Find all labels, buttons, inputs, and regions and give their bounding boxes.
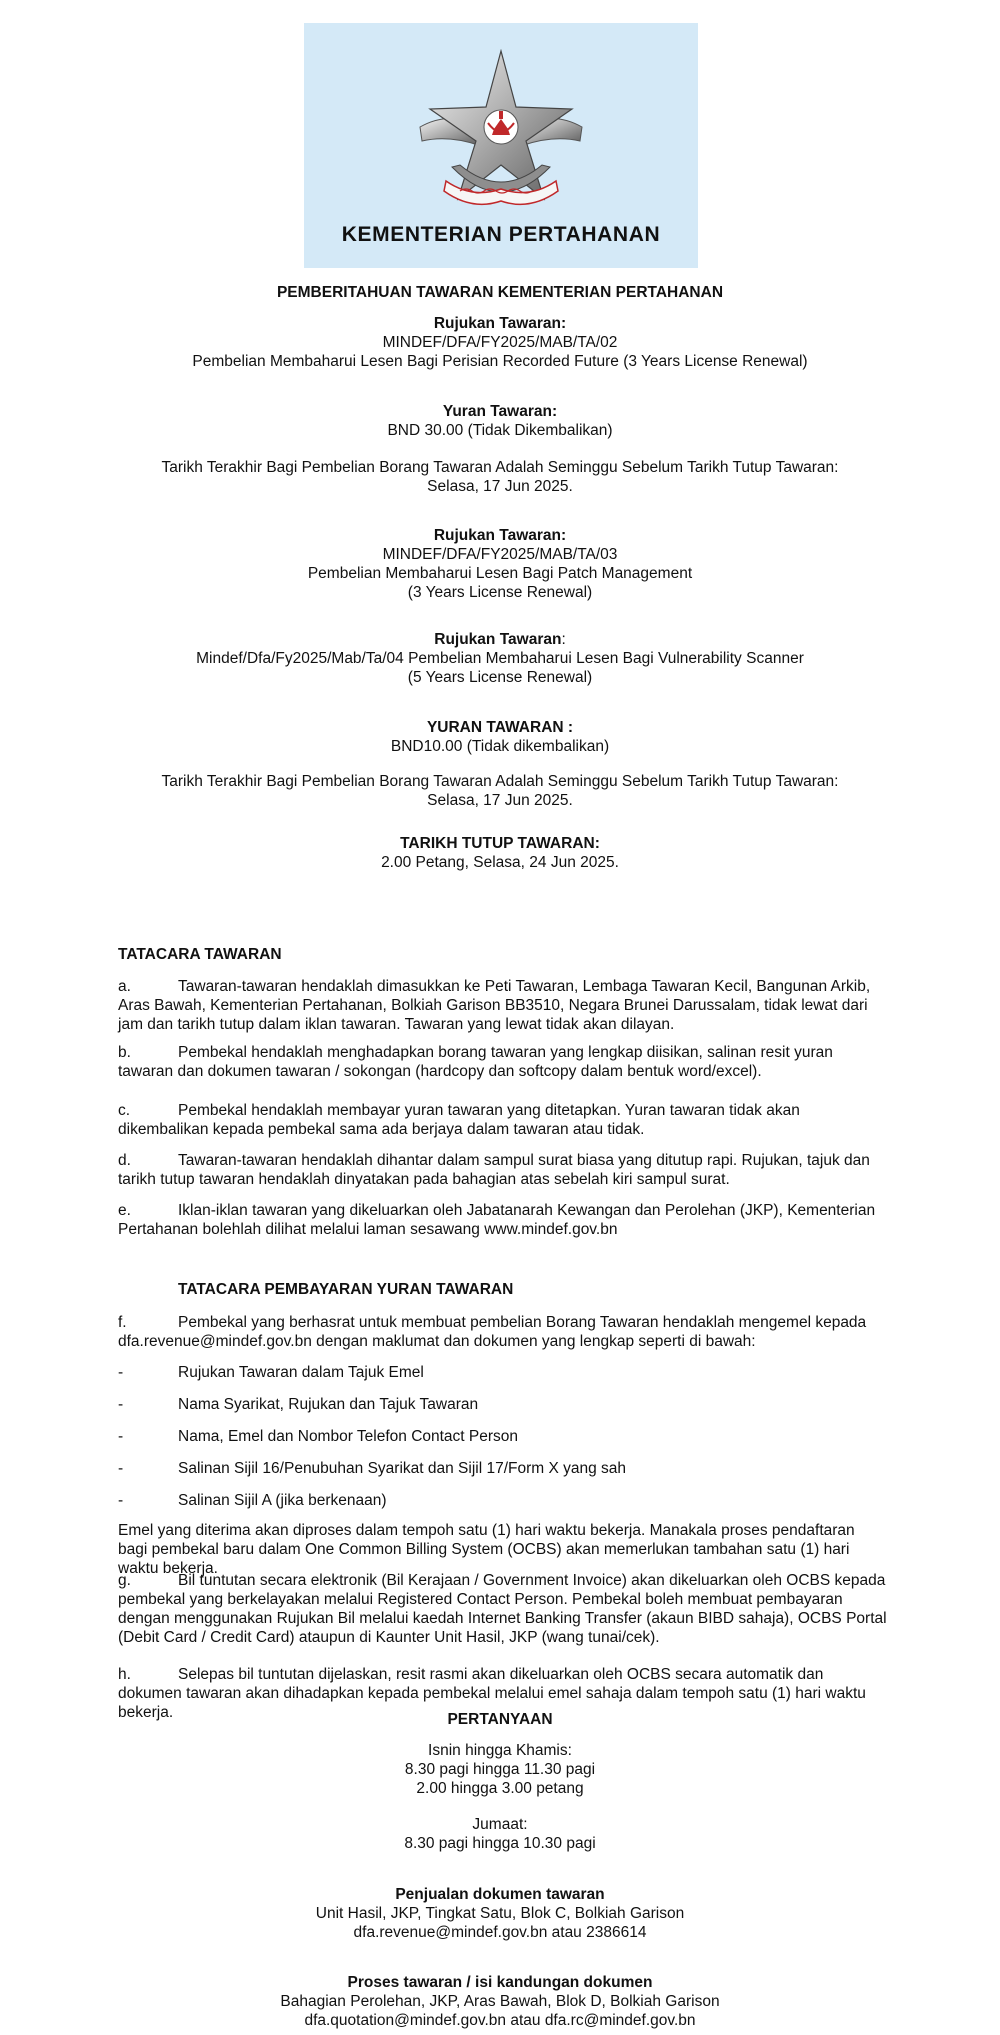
tender3-ref-label: Rujukan Tawaran: [434, 631, 562, 648]
tender3-ref-colon: :: [561, 631, 566, 648]
process-address: Bahagian Perolehan, JKP, Aras Bawah, Blok D, Bolkiah Garison: [280, 1993, 720, 2010]
list-dash: -: [118, 1460, 124, 1477]
closing-label: TARIKH TUTUP TAWARAN:: [400, 835, 600, 852]
list-text: Rujukan Tawaran dalam Tajuk Emel: [178, 1364, 424, 1381]
tender1-desc: Pembelian Membaharui Lesen Bagi Perisian Recorded Future (3 Years License Renewal): [192, 353, 808, 370]
procedure-item-d: [118, 1151, 888, 1189]
procedure-heading: TATACARA TAWARAN: [118, 946, 282, 963]
tender3-deadline-date: Selasa, 17 Jun 2025.: [427, 792, 573, 809]
tender1-fee: BND 30.00 (Tidak Dikembalikan): [387, 422, 613, 439]
payment-list-item: [118, 1491, 888, 1510]
notice-title: PEMBERITAHUAN TAWARAN KEMENTERIAN PERTAHANAN: [276, 284, 724, 301]
tender1-fee-label: Yuran Tawaran:: [442, 403, 558, 420]
tender2-desc2: (3 Years License Renewal): [407, 584, 593, 601]
list-dash: -: [118, 1396, 124, 1413]
payment-note: Emel yang diterima akan diproses dalam tempoh satu (1) hari waktu bekerja. Manakala proses pendaftaran bagi pembekal baru dalam One Common Billing System (OCBS) akan memerlukan tambahan satu (1) hari waktu bekerja.: [118, 1522, 855, 1577]
enquiries-weekday-label: Isnin hingga Khamis:: [428, 1742, 572, 1759]
tender3-fee-label: YURAN TAWARAN :: [426, 719, 574, 736]
ministry-header: [304, 23, 698, 268]
process-contact: dfa.quotation@mindef.gov.bn atau dfa.rc@mindef.gov.bn: [304, 2012, 696, 2029]
item-label: g.: [118, 1572, 131, 1589]
payment-list-item: [118, 1459, 888, 1478]
item-text: Pembekal yang berhasrat untuk membuat pembelian Borang Tawaran hendaklah mengemel kepada dfa.revenue@mindef.gov.bn dengan maklumat dan dokumen yang lengkap seperti di bawah:: [118, 1314, 867, 1350]
tender1-deadline-text: Tarikh Terakhir Bagi Pembelian Borang Tawaran Adalah Seminggu Sebelum Tarikh Tutup Tawaran:: [161, 459, 839, 476]
payment-list-item: [118, 1427, 888, 1446]
tender2-desc: Pembelian Membaharui Lesen Bagi Patch Management: [307, 565, 693, 582]
sales-heading: Penjualan dokumen tawaran: [395, 1886, 605, 1903]
list-text: Nama, Emel dan Nombor Telefon Contact Person: [178, 1428, 519, 1445]
tender3-ref-heading: [100, 630, 900, 649]
enquiries-weekday-2: 2.00 hingga 3.00 petang: [416, 1780, 584, 1797]
procedure-item-c: [118, 1101, 888, 1139]
enquiries-friday-1: 8.30 pagi hingga 10.30 pagi: [404, 1835, 596, 1852]
tender2-ref-no: MINDEF/DFA/FY2025/MAB/TA/03: [382, 546, 618, 563]
item-label: f.: [118, 1314, 127, 1331]
list-text: Salinan Sijil A (jika berkenaan): [178, 1492, 387, 1509]
process-heading: Proses tawaran / isi kandungan dokumen: [347, 1974, 653, 1991]
enquiries-heading: PERTANYAAN: [447, 1711, 553, 1728]
sales-contact: dfa.revenue@mindef.gov.bn atau 2386614: [353, 1924, 647, 1941]
payment-list-item: [118, 1395, 888, 1414]
payment-list-item: [118, 1363, 888, 1382]
tender3-deadline-text: Tarikh Terakhir Bagi Pembelian Borang Tawaran Adalah Seminggu Sebelum Tarikh Tutup Tawaran:: [161, 773, 839, 790]
item-text: Selepas bil tuntutan dijelaskan, resit rasmi akan dikeluarkan oleh OCBS secara automatik dan dokumen tawaran akan dihadapkan kepada pembekal melalui emel sahaja dalam tempoh satu (1) hari waktu bekerja.: [118, 1666, 866, 1721]
item-label: c.: [118, 1102, 131, 1119]
ministry-name: KEMENTERIAN PERTAHANAN: [341, 223, 661, 246]
item-text: Pembekal hendaklah membayar yuran tawaran yang ditetapkan. Yuran tawaran tidak akan dikembalikan kepada pembekal sama ada berjaya dalam tawaran atau tidak.: [118, 1102, 800, 1138]
payment-heading: TATACARA PEMBAYARAN YURAN TAWARAN: [178, 1281, 514, 1298]
enquiries-weekday-1: 8.30 pagi hingga 11.30 pagi: [404, 1761, 596, 1778]
item-text: Iklan-iklan tawaran yang dikeluarkan oleh Jabatanarah Kewangan dan Perolehan (JKP), Kementerian Pertahanan bolehlah dilihat melalui laman sesawang www.mindef.gov.bn: [118, 1202, 876, 1238]
payment-item-f: [118, 1313, 888, 1351]
tender3-desc: Mindef/Dfa/Fy2025/Mab/Ta/04 Pembelian Membaharui Lesen Bagi Vulnerability Scanner: [196, 650, 804, 667]
payment-item-g: [118, 1571, 888, 1647]
item-label: a.: [118, 978, 131, 995]
item-text: Pembekal hendaklah menghadapkan borang tawaran yang lengkap diisikan, salinan resit yuran tawaran dan dokumen tawaran / sokongan (hardcopy dan softcopy dalam bentuk word/excel).: [118, 1044, 833, 1080]
item-text: Tawaran-tawaran hendaklah dihantar dalam sampul surat biasa yang ditutup rapi. Rujukan, tajuk dan tarikh tutup tawaran hendaklah dinyatakan pada bahagian atas sebelah kiri sampul surat.: [118, 1152, 870, 1188]
list-dash: -: [118, 1364, 124, 1381]
item-label: h.: [118, 1666, 131, 1683]
item-text: Tawaran-tawaran hendaklah dimasukkan ke Peti Tawaran, Lembaga Tawaran Kecil, Bangunan Arkib, Aras Bawah, Kementerian Pertahanan, Bolkiah Garison BB3510, Negara Brunei Darussalam, tidak lewat dari jam dan tarikh tutup dalam iklan tawaran. Tawaran yang lewat tidak akan dilayan.: [118, 978, 871, 1033]
procedure-item-b: [118, 1043, 888, 1081]
list-dash: -: [118, 1428, 124, 1445]
tender1-ref-no: MINDEF/DFA/FY2025/MAB/TA/02: [382, 334, 618, 351]
tender1-deadline-date: Selasa, 17 Jun 2025.: [427, 478, 573, 495]
procedure-item-e: [118, 1201, 888, 1239]
sales-address: Unit Hasil, JKP, Tingkat Satu, Blok C, Bolkiah Garison: [315, 1905, 685, 1922]
enquiries-friday-label: Jumaat:: [472, 1816, 528, 1833]
list-text: Nama Syarikat, Rujukan dan Tajuk Tawaran: [178, 1396, 479, 1413]
item-text: Bil tuntutan secara elektronik (Bil Kerajaan / Government Invoice) akan dikeluarkan oleh OCBS kepada pembekal yang berkelayakan melalui Registered Contact Person. Pembekal boleh membuat pembayaran dengan menggunakan Rujukan Bil melalui kaedah Internet Banking Transfer (akaun BIBD sahaja), OCBS Portal (Debit Card / Credit Card) ataupun di Kaunter Unit Hasil, JKP (wang tunai/cek).: [118, 1572, 887, 1646]
ministry-emblem-icon: [412, 49, 590, 219]
item-label: d.: [118, 1152, 131, 1169]
closing-value: 2.00 Petang, Selasa, 24 Jun 2025.: [381, 854, 619, 871]
tender3-desc2: (5 Years License Renewal): [407, 669, 593, 686]
list-text: Salinan Sijil 16/Penubuhan Syarikat dan Sijil 17/Form X yang sah: [178, 1460, 627, 1477]
item-label: e.: [118, 1202, 131, 1219]
tender2-ref-label: Rujukan Tawaran:: [433, 527, 567, 544]
list-dash: -: [118, 1492, 124, 1509]
tender3-fee: BND10.00 (Tidak dikembalikan): [390, 738, 610, 755]
item-label: b.: [118, 1044, 131, 1061]
procedure-item-a: [118, 977, 888, 1034]
tender1-ref-label: Rujukan Tawaran:: [433, 315, 567, 332]
